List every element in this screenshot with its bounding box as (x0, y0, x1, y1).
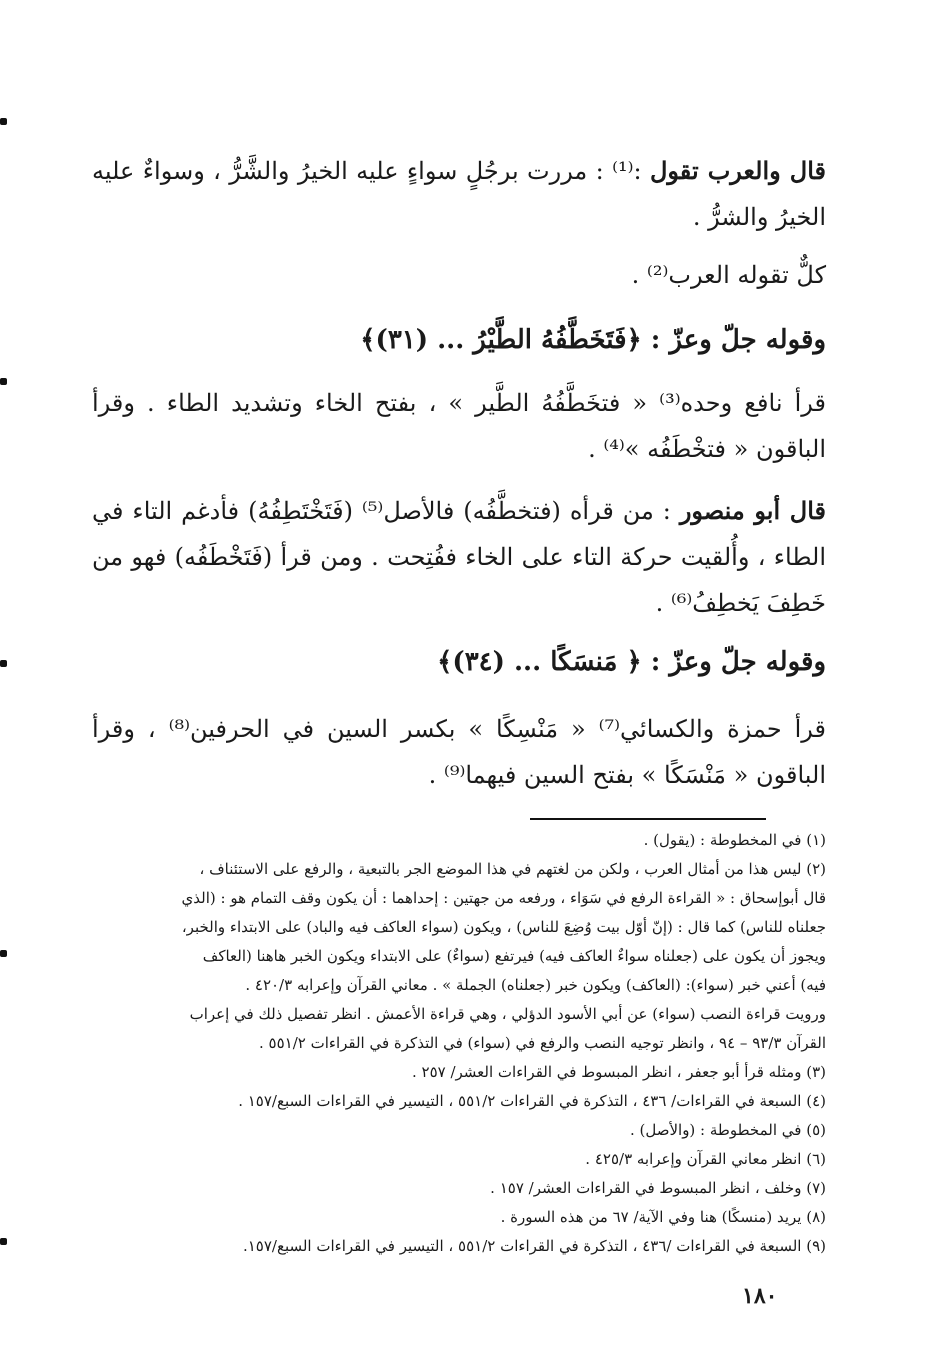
footnote-line: جعلناه للناس) كما قال : (إنّ أوّل بيت وُضِعَ للناس) ، ويكون (سواء العاكف فيه والباد) على الابتداء والخبر، (181, 918, 826, 936)
footnote-line: (٧) وخلف ، انظر المبسوط في القراءات العشر/ ١٥٧ . (490, 1179, 826, 1197)
paragraph-3: قرأ نافع وحده⁽³⁾ « فتخَطَّفُهُ الطَّير » ، بفتح الخاء وتشديد الطاء . وقرأ الباقون « فتخْطَفُه »⁽⁴⁾ . (92, 389, 826, 463)
footnote-line: (٤) السبعة في القراءات/ ٤٣٦ ، التذكرة في القراءات ٥٥١/٢ ، التيسير في القراءات السبع/١٥٧ . (238, 1092, 826, 1110)
footnote-line: (٥) في المخطوطة : (والأصل) . (629, 1121, 826, 1139)
margin-mark (0, 1238, 7, 1245)
footnote-line: (٢) ليس هذا من أمثال العرب ، ولكن من لغتهم في هذا الموضع الجر بالتبعية ، والرفع على الاستئناف ، (199, 860, 826, 878)
footnote-line: القرآن ٩٣/٣ – ٩٤ ، وانظر توجيه النصب والرفع في (سواء) في التذكرة في القراءات ٥٥١/٢ . (259, 1034, 826, 1052)
paragraph-4-lead: قال أبو منصور (679, 496, 826, 525)
paragraph-4 (92, 488, 826, 626)
footnotes (92, 826, 826, 1261)
footnote-line: (٣) ومثله قرأ أبو جعفر ، انظر المبسوط في القراءات العشر/ ٢٥٧ . (411, 1063, 826, 1081)
footnote-line: (٦) انظر معاني القرآن وإعرابه ٤٢٥/٣ . (585, 1150, 826, 1168)
verse-heading-34: وقوله جلّ وعزّ : ﴿ مَنسَكًا ... (٣٤)﴾ (437, 647, 826, 677)
paragraph-1-lead: قال والعرب تقول (649, 156, 827, 185)
page-number: ١٨٠ (742, 1283, 778, 1309)
paragraph-1-body: :⁽¹⁾ : مررت برجُلٍ سواءٍ عليه الخيرُ والشَّرُّ ، وسواءٌ عليه الخيرُ والشرُّ . (92, 157, 826, 231)
margin-mark (0, 118, 7, 125)
margin-mark (0, 378, 7, 385)
paragraph-5: قرأ حمزة والكسائي⁽⁷⁾ « مَنْسِكًا » بكسر السين في الحرفين⁽⁸⁾ ، وقرأ الباقون « مَنْسَكًا » بفتح السين فيهما⁽⁹⁾ . (92, 715, 826, 789)
footnote-line: (١) في المخطوطة : (يقول) . (643, 831, 826, 849)
margin-mark (0, 950, 7, 957)
footnote-line: (٩) السبعة في القراءات /٤٣٦ ، التذكرة في القراءات ٥٥١/٢ ، التيسير في القراءات السبع/١٥٧. (242, 1237, 826, 1255)
margin-mark (0, 660, 7, 667)
footnote-separator (530, 818, 766, 820)
footnote-line: قال أبوإسحاق : « القراءة الرفع في سَوَاء ، ورفعه من جهتين : إحداهما : أن يكون وقف التمام هو : (الذي (181, 889, 826, 907)
paragraph-2: كلٌّ تقوله العرب⁽²⁾ . (631, 261, 826, 289)
footnote-line: (٨) يريد (منسكًا) هنا وفي الآية/ ٦٧ من هذه السورة . (500, 1208, 826, 1226)
paragraph-4-body: : من قرأه (فتخطَّفُه) فالأصل⁽⁵⁾ (فَتَخْتَطِفُهُ) فأدغم التاء في الطاء ، وأُلقيت حركة التاء على الخاء ففُتِحت . ومن قرأ (فَتَخْطَفُه) فهو من خَطِفَ يَخطِفُ⁽⁶⁾ . (92, 497, 826, 617)
footnote-line: ورويت قراءة النصب (سواء) عن أبي الأسود الدؤلي ، وهي قراءة الأعمش . انظر تفصيل ذلك في إعراب (189, 1005, 826, 1023)
footnote-line: ويجوز أن يكون على (جعلناه سواءٌ العاكف فيه) فيرتفع (سواءٌ) على الابتداء ويكون الخبر هاهنا (العاكف (202, 947, 826, 965)
paragraph-1 (92, 148, 826, 240)
verse-heading-31: وقوله جلّ وعزّ : ﴿فَتَخَطَّفُهُ الطَّيْرُ ... (٣١)﴾ (360, 325, 826, 355)
footnote-line: فيه) أعني خبر (سواء): (العاكف) ويكون خبر (جعلناه) الجملة » . معاني القرآن وإعرابه ٤٢٠/٣ . (245, 976, 826, 994)
